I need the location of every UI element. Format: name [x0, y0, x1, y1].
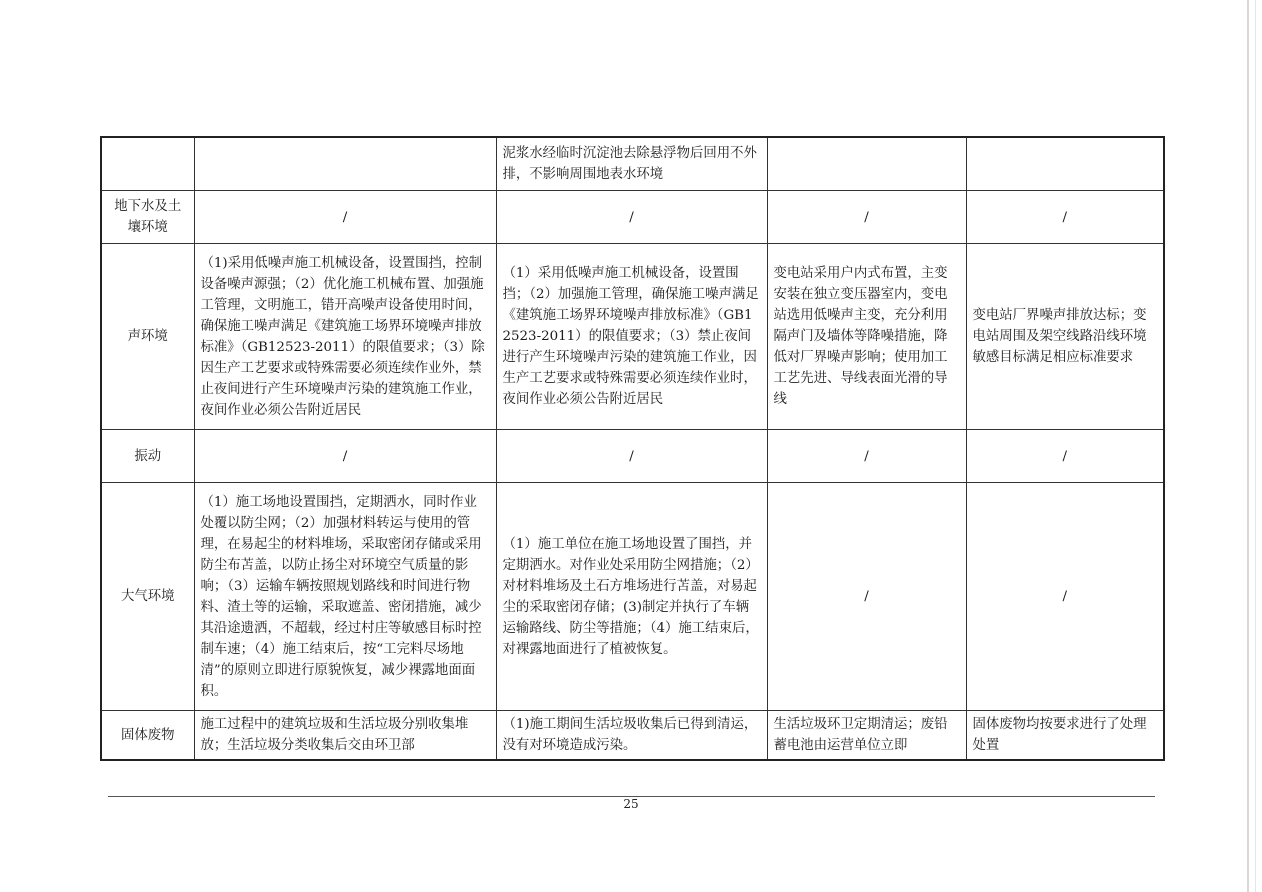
- table-row: [101, 244, 1164, 430]
- operation-measure-cell: [767, 137, 966, 191]
- table-row: [101, 483, 1164, 711]
- construction-implementation-cell: /: [496, 191, 767, 244]
- page-edge-rule: [1247, 0, 1249, 892]
- construction-implementation-cell: /: [496, 430, 767, 483]
- row-category: 大气环境: [101, 483, 194, 711]
- effect-cell: 固体废物均按要求进行了处理处置: [966, 711, 1164, 761]
- row-category: 振动: [101, 430, 194, 483]
- construction-measure-cell: （1)采用低噪声施工机械设备，设置围挡，控制设备噪声源强；（2）优化施工机械布置、加强施工管理，文明施工，错开高噪声设备使用时间，确保施工噪声满足《建筑施工场界环境噪声排放标准》（GB12523-2011）的限值要求；（3）除因生产工艺要求或特殊需要必须连续作业外，禁止夜间进行产生环境噪声污染的建筑施工作业，夜间作业必须公告附近居民: [194, 244, 496, 430]
- table-row: [101, 191, 1164, 244]
- measures-table: [100, 136, 1165, 761]
- operation-measure-cell: /: [767, 191, 966, 244]
- construction-measure-cell: /: [194, 430, 496, 483]
- table-row: [101, 137, 1164, 191]
- construction-measure-cell: （1）施工场地设置围挡，定期洒水，同时作业处覆以防尘网；（2）加强材料转运与使用的管理，在易起尘的材料堆场，采取密闭存储或采用防尘布苫盖，以防止扬尘对环境空气质量的影响；（3）运输车辆按照规划路线和时间进行物料、渣土等的运输，采取遮盖、密闭措施，减少其沿途遗洒，不超载，经过村庄等敏感目标时控制车速；（4）施工结束后，按“工完料尽场地清”的原则立即进行原貌恢复，减少裸露地面面积。: [194, 483, 496, 711]
- operation-measure-cell: /: [767, 483, 966, 711]
- effect-cell: /: [966, 430, 1164, 483]
- page-number: 25: [623, 797, 639, 811]
- table-row: [101, 430, 1164, 483]
- effect-cell: /: [966, 191, 1164, 244]
- operation-measure-cell: 生活垃圾环卫定期清运；废铅蓄电池由运营单位立即: [767, 711, 966, 761]
- row-category: 固体废物: [101, 711, 194, 761]
- row-category: [101, 137, 194, 191]
- effect-cell: /: [966, 483, 1164, 711]
- operation-measure-cell: 变电站采用户内式布置，主变安装在独立变压器室内，变电站选用低噪声主变，充分利用隔声门及墙体等降噪措施，降低对厂界噪声影响；使用加工工艺先进、导线表面光滑的导线: [767, 244, 966, 430]
- construction-implementation-cell: （1）采用低噪声施工机械设备，设置围挡；（2）加强施工管理，确保施工噪声满足《建筑施工场界环境噪声排放标准》（GB12523-2011）的限值要求；（3）禁止夜间进行产生环境噪声污染的建筑施工作业，因生产工艺要求或特殊需要必须连续作业时，夜间作业必须公告附近居民: [496, 244, 767, 430]
- row-category: 声环境: [101, 244, 194, 430]
- operation-measure-cell: /: [767, 430, 966, 483]
- row-category: 地下水及土壤环境: [101, 191, 194, 244]
- effect-cell: [966, 137, 1164, 191]
- construction-implementation-cell: 泥浆水经临时沉淀池去除悬浮物后回用不外排，不影响周围地表水环境: [496, 137, 767, 191]
- table-row: [101, 711, 1164, 761]
- page-edge-rule-inner: [1255, 0, 1256, 892]
- construction-implementation-cell: （1)施工期间生活垃圾收集后已得到清运，没有对环境造成污染。: [496, 711, 767, 761]
- effect-cell: 变电站厂界噪声排放达标；变电站周围及架空线路沿线环境敏感目标满足相应标准要求: [966, 244, 1164, 430]
- construction-measure-cell: 施工过程中的建筑垃圾和生活垃圾分别收集堆放；生活垃圾分类收集后交由环卫部: [194, 711, 496, 761]
- construction-implementation-cell: （1）施工单位在施工场地设置了围挡，并定期洒水。对作业处采用防尘网措施；（2）对材料堆场及土石方堆场进行苫盖，对易起尘的采取密闭存储；(3)制定并执行了车辆运输路线、防尘等措施；（4）施工结束后，对裸露地面进行了植被恢复。: [496, 483, 767, 711]
- construction-measure-cell: /: [194, 191, 496, 244]
- construction-measure-cell: [194, 137, 496, 191]
